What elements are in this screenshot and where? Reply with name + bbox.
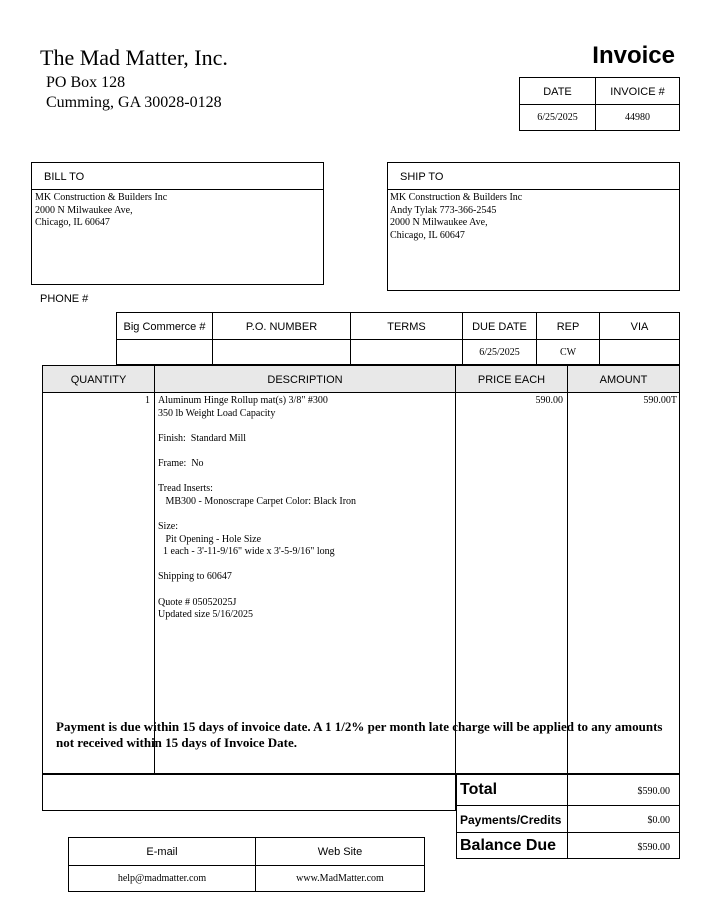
- contact-box: [68, 837, 425, 892]
- bill-to-line: 2000 N Milwaukee Ave,: [35, 204, 133, 216]
- due-date-header: DUE DATE: [472, 321, 527, 333]
- item-amount: 590.00T: [643, 395, 677, 406]
- item-quantity: 1: [145, 395, 150, 406]
- totals-box: [456, 774, 680, 859]
- description-line: Aluminum Hinge Rollup mat(s) 3/8" #300: [158, 395, 328, 406]
- bill-to-line: Chicago, IL 60647: [35, 217, 110, 229]
- ship-to-box: [387, 162, 680, 291]
- item-description: [158, 395, 452, 622]
- document-title: Invoice: [592, 42, 675, 69]
- description-line: Shipping to 60647: [158, 571, 232, 583]
- amount-header: AMOUNT: [599, 374, 648, 386]
- payments-credits-value: $0.00: [647, 815, 670, 826]
- description-line: [158, 559, 452, 572]
- description-line: 350 lb Weight Load Capacity: [158, 407, 276, 419]
- total-value: $590.00: [637, 786, 670, 797]
- invoice-number-label: INVOICE #: [610, 86, 665, 98]
- description-line: 1 each - 3'-11-9/16" wide x 3'-5-9/16" long: [158, 546, 335, 558]
- payments-credits-label: Payments/Credits: [460, 813, 562, 827]
- notes-box: [42, 774, 456, 811]
- description-line: Quote # 05052025J: [158, 596, 237, 608]
- balance-due-label: Balance Due: [460, 837, 557, 854]
- ship-to-line: Andy Tylak 773-366-2545: [390, 204, 497, 216]
- description-line: [158, 508, 452, 521]
- item-price-each: 590.00: [535, 395, 563, 406]
- ship-to-label: SHIP TO: [400, 171, 444, 183]
- bill-to-line: MK Construction & Builders Inc: [35, 192, 168, 203]
- description-line: Finish: Standard Mill: [158, 432, 247, 444]
- rep-header: REP: [556, 321, 580, 333]
- bill-to-box: [31, 162, 324, 285]
- bill-to-label: BILL TO: [44, 171, 85, 183]
- company-name: The Mad Matter, Inc.: [40, 45, 228, 70]
- big-commerce-header: Big Commerce #: [123, 321, 206, 333]
- po-number-header: P.O. NUMBER: [245, 321, 318, 333]
- due-date-value: 6/25/2025: [479, 347, 520, 358]
- balance-due-value: $590.00: [637, 842, 670, 853]
- order-info-table: [116, 312, 680, 365]
- invoice-date: 6/25/2025: [537, 112, 578, 123]
- invoice-number: 44980: [625, 112, 650, 123]
- total-label: Total: [460, 781, 498, 798]
- website-label: Web Site: [317, 846, 363, 858]
- phone-label: PHONE #: [40, 293, 89, 305]
- price-each-header: PRICE EACH: [477, 374, 546, 386]
- date-label: DATE: [543, 86, 572, 98]
- company-address-line1: PO Box 128: [46, 74, 126, 91]
- via-header: VIA: [630, 321, 649, 333]
- description-line: [158, 420, 452, 433]
- invoice-meta-box: [519, 77, 680, 131]
- ship-to-line: 2000 N Milwaukee Ave,: [390, 217, 488, 229]
- description-line: Frame: No: [158, 457, 204, 469]
- email-link[interactable]: help@madmatter.com: [117, 873, 207, 884]
- description-line: [158, 584, 452, 597]
- payment-terms-note: Payment is due within 15 days of invoice date. A 1 1/2% per month late charge will be applied to any amounts not received within 15 days of Invoice Date.: [56, 719, 663, 750]
- bill-to-address: [35, 192, 167, 230]
- description-line: Pit Opening - Hole Size: [158, 533, 262, 545]
- description-line: Size:: [158, 520, 178, 532]
- company-address-line2: Cumming, GA 30028-0128: [46, 94, 222, 111]
- description-line: Tread Inserts:: [158, 483, 213, 495]
- description-line: Updated size 5/16/2025: [158, 609, 253, 621]
- ship-to-address: [390, 192, 522, 242]
- email-label: E-mail: [146, 846, 178, 858]
- terms-header: TERMS: [387, 321, 426, 333]
- description-header: DESCRIPTION: [267, 374, 343, 386]
- ship-to-line: MK Construction & Builders Inc: [390, 192, 523, 203]
- description-line: [158, 445, 452, 458]
- ship-to-line: Chicago, IL 60647: [390, 229, 465, 241]
- description-line: [158, 471, 452, 484]
- website-link[interactable]: www.MadMatter.com: [296, 873, 384, 884]
- description-line: MB300 - Monoscrape Carpet Color: Black Iron: [158, 495, 357, 507]
- items-table: [42, 365, 680, 774]
- rep-value: CW: [559, 347, 577, 358]
- quantity-header: QUANTITY: [70, 374, 127, 386]
